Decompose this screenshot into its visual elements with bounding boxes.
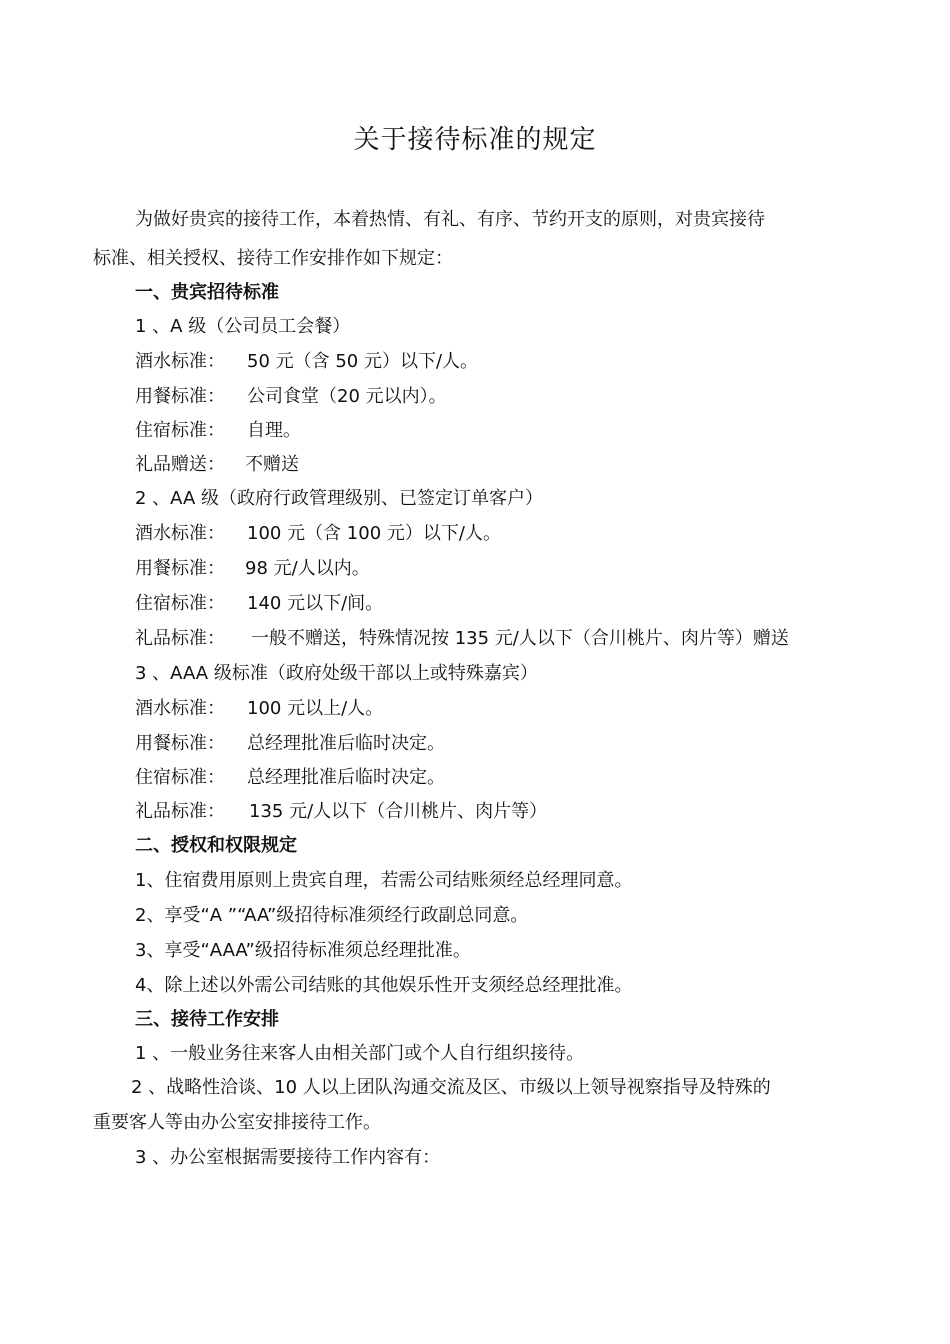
level-aa-row [135,591,383,617]
section-2-item: 4、除上述以外需公司结账的其他娱乐性开支须经总经理批准。 [135,975,633,996]
row-value: 总经理批准后临时决定。 [247,767,445,788]
section-3-item: 3 、办公室根据需要接待工作内容有： [135,1147,441,1168]
level-aaa-heading: 3 、AAA 级标准（政府处级干部以上或特殊嘉宾） [135,663,538,684]
level-aa-row [135,556,370,582]
row-value: 135 元/人以下（合川桃片、肉片等） [249,801,548,822]
level-aaa-row [135,765,445,791]
row-label: 用餐标准： [135,558,225,579]
row-label: 用餐标准： [135,733,225,754]
row-label: 住宿标准： [135,767,225,788]
row-label: 礼品赠送： [135,454,225,475]
row-value: 100 元以上/人。 [247,698,384,719]
row-value: 一般不赠送，特殊情况按 135 元/人以下（合川桃片、肉片等）赠送 [251,628,789,649]
row-label: 酒水标准： [135,523,225,544]
row-label: 礼品标准： [135,628,225,649]
level-a-heading: 1 、A 级（公司员工会餐） [135,316,351,337]
section-3-item: 2 、战略性洽谈、10 人以上团队沟通交流及区、市级以上领导视察指导及特殊的 [131,1077,771,1098]
row-value: 总经理批准后临时决定。 [247,733,445,754]
section-2-item: 1、住宿费用原则上贵宾自理，若需公司结账须经总经理同意。 [135,870,633,891]
row-label: 酒水标准： [135,351,225,372]
level-a-row [135,418,301,444]
intro-line-1: 为做好贵宾的接待工作，本着热情、有礼、有序、节约开支的原则，对贵宾接待 [135,209,765,230]
row-value: 50 元（含 50 元）以下/人。 [247,351,479,372]
level-aaa-row [135,731,445,757]
level-a-row [135,349,478,375]
level-aa-row [135,521,501,547]
section-2-heading: 二、授权和权限规定 [135,835,297,856]
row-value: 公司食堂（20 元以内）。 [247,386,447,407]
level-a-row [135,452,299,478]
row-value: 自理。 [247,420,301,441]
row-value: 98 元/人以内。 [245,558,370,579]
level-aaa-row [135,696,383,722]
row-value: 不赠送 [245,454,299,475]
row-value: 140 元以下/间。 [247,593,384,614]
section-2-item: 2、享受“A ”“AA”级招待标准须经行政副总同意。 [135,905,529,926]
intro-line-2: 标准、相关授权、接待工作安排作如下规定： [93,248,453,269]
row-label: 住宿标准： [135,420,225,441]
row-value: 100 元（含 100 元）以下/人。 [247,523,501,544]
row-label: 住宿标准： [135,593,225,614]
section-3-item: 1 、一般业务往来客人由相关部门或个人自行组织接待。 [135,1043,585,1064]
section-2-item: 3、享受“AAA”级招待标准须总经理批准。 [135,940,471,961]
row-label: 酒水标准： [135,698,225,719]
row-label: 礼品标准： [135,801,225,822]
row-label: 用餐标准： [135,386,225,407]
level-a-row [135,384,447,410]
document-title: 关于接待标准的规定 [353,125,597,155]
section-3-item-continued: 重要客人等由办公室安排接待工作。 [93,1112,381,1133]
level-aa-heading: 2 、AA 级（政府行政管理级别、已签定订单客户） [135,488,544,509]
level-aaa-row [135,799,547,825]
section-1-heading: 一、贵宾招待标准 [135,282,279,303]
section-3-heading: 三、接待工作安排 [135,1009,279,1030]
level-aa-row [135,626,789,652]
